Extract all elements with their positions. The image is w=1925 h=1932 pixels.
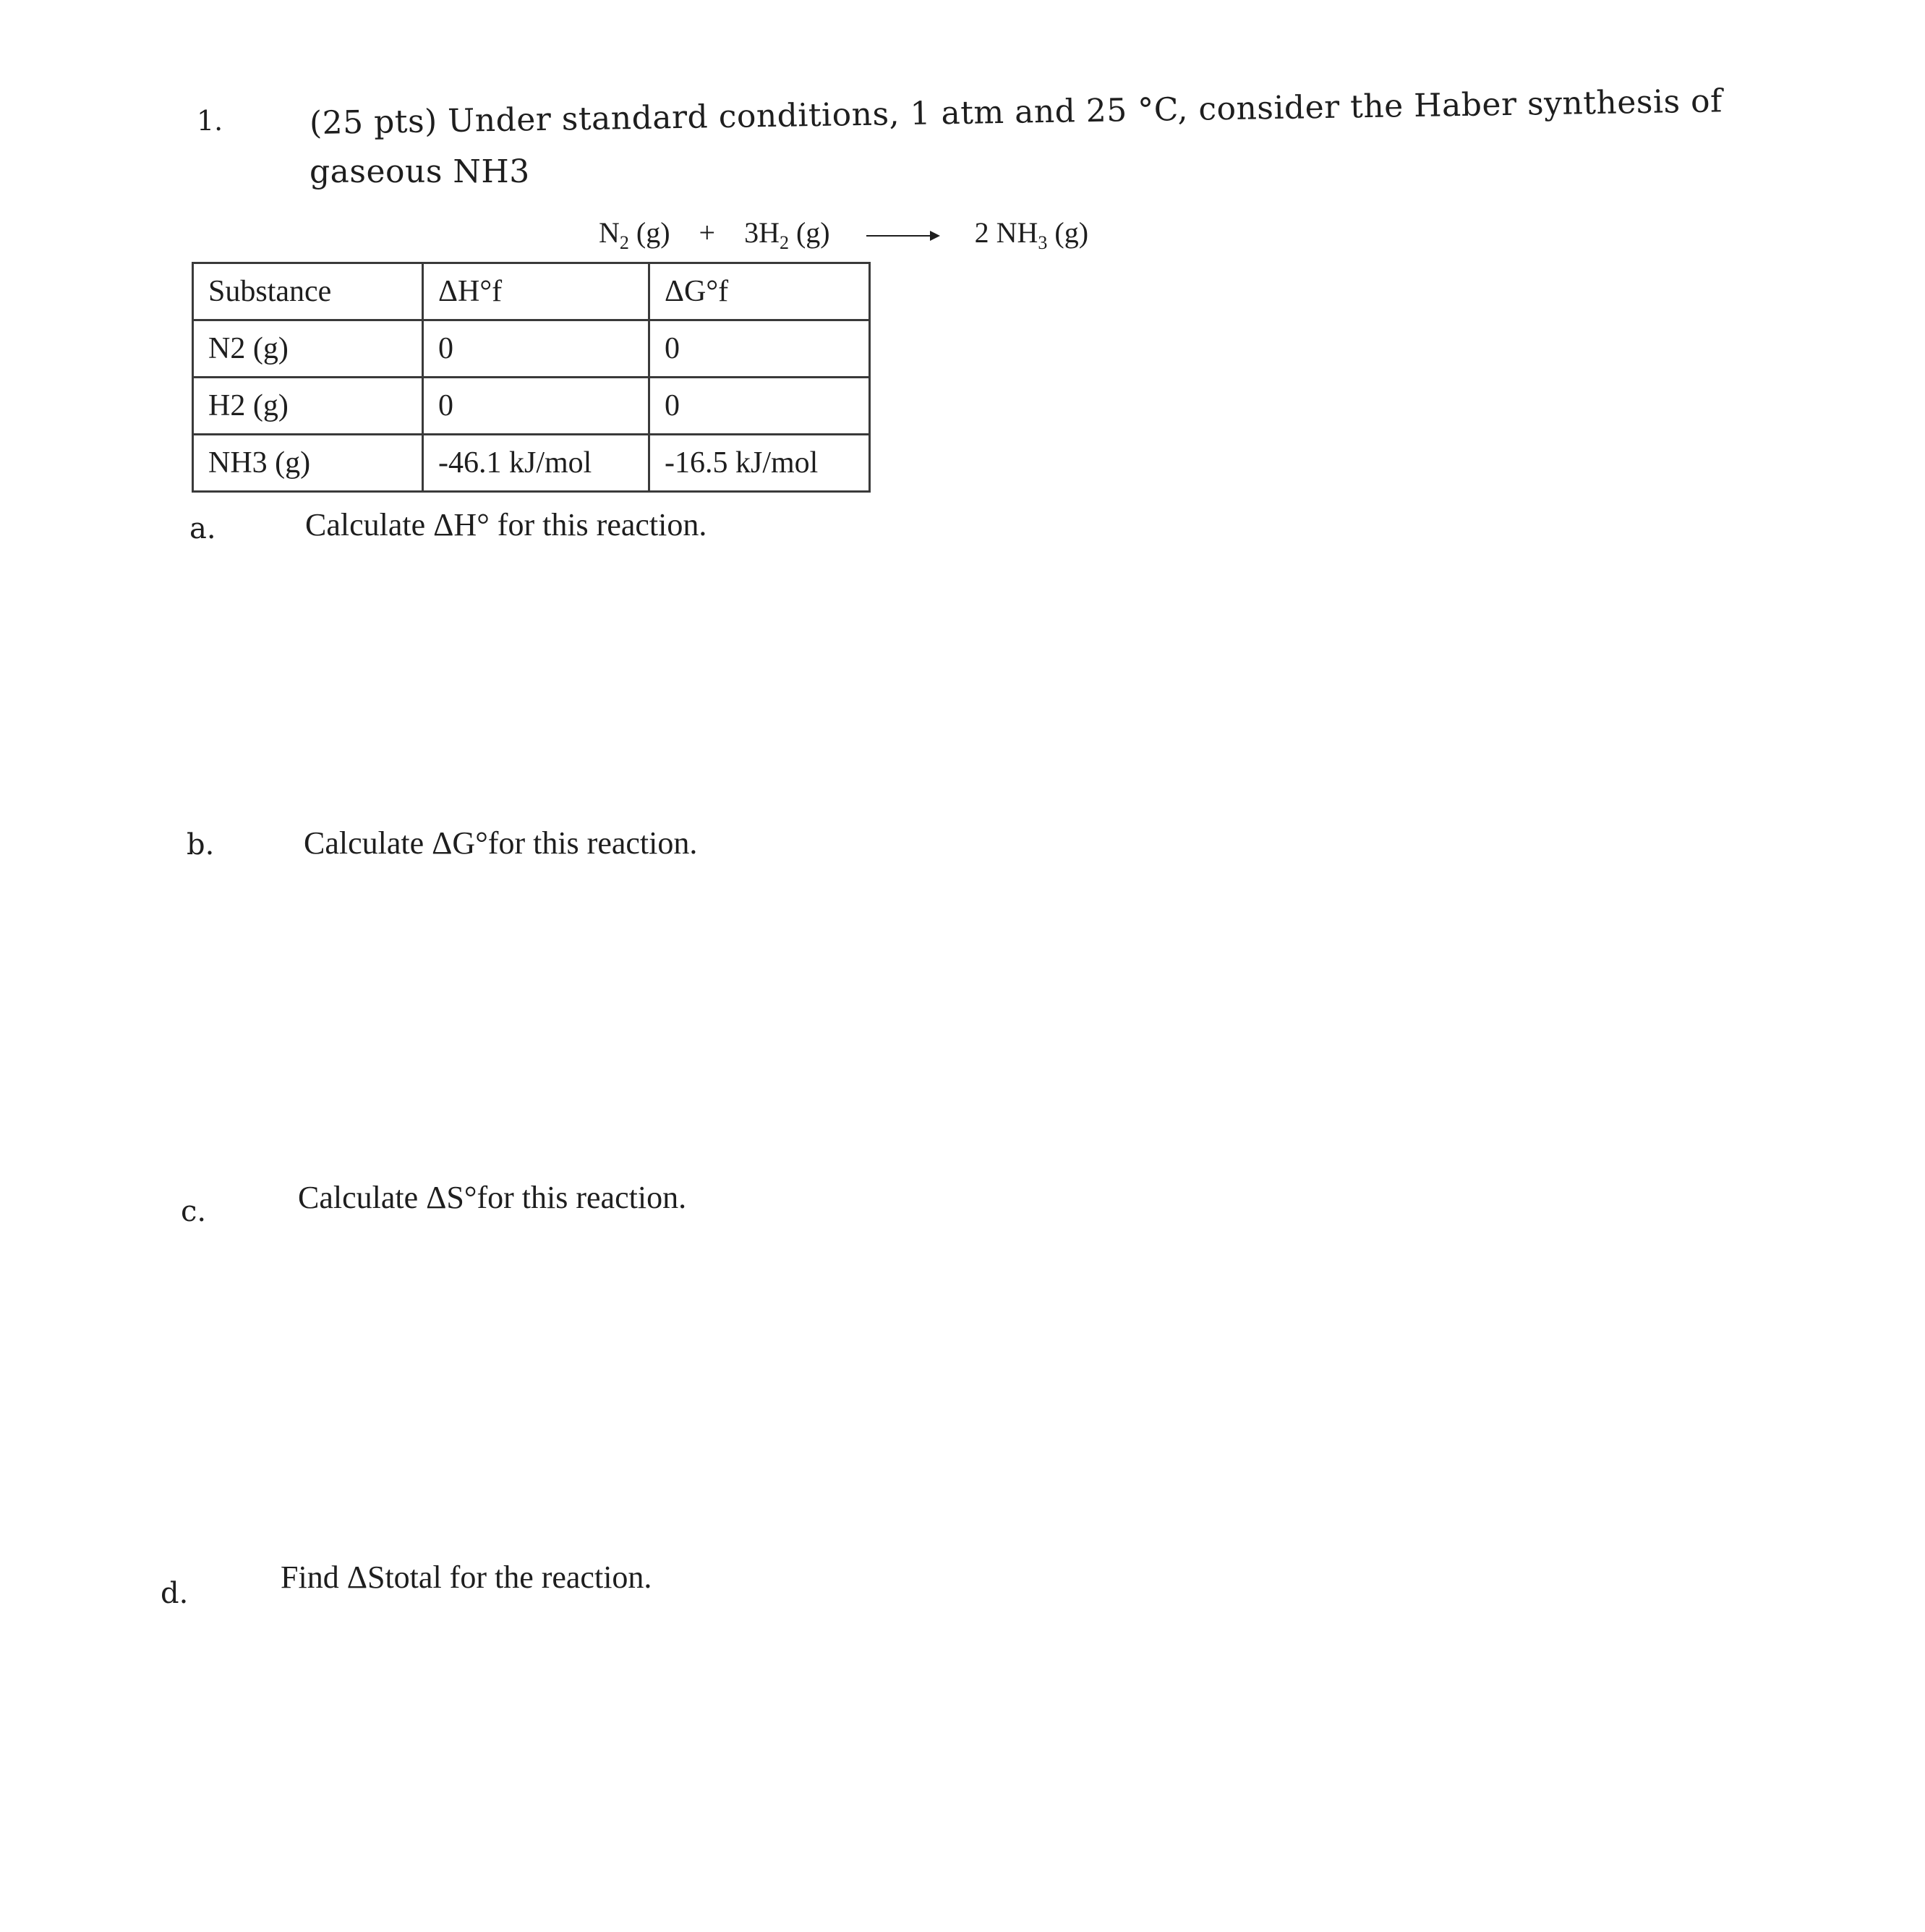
reactant-n2: $N_2$ (g): [599, 216, 670, 253]
question-number: 1.: [197, 105, 223, 137]
cell-delta-g: -16.5 kJ/mol: [649, 435, 870, 492]
part-c-letter: c.: [181, 1195, 207, 1228]
reactant-h2: $3H_2$ (g): [744, 216, 830, 253]
header-substance: Substance: [193, 263, 423, 320]
question-intro-line1: (25 pts) Under standard conditions, 1 atm and 25 °C, consider the Haber synthesis of: [309, 82, 1723, 142]
cell-delta-g: 0: [649, 378, 870, 435]
product-nh3: 2 $NH_3$ (g): [974, 216, 1089, 253]
part-c-text: Calculate ΔS°for this reaction.: [298, 1180, 687, 1215]
cell-substance: NH3 (g): [193, 435, 423, 492]
cell-delta-g: 0: [649, 320, 870, 378]
plus-sign: +: [699, 216, 716, 249]
cell-substance: N2 (g): [193, 320, 423, 378]
cell-delta-h: -46.1 kJ/mol: [423, 435, 649, 492]
table-row: [193, 320, 870, 378]
part-d-letter: d.: [161, 1577, 189, 1610]
header-delta-g: ΔG°f: [649, 263, 870, 320]
header-delta-h: ΔH°f: [423, 263, 649, 320]
cell-delta-h: 0: [423, 378, 649, 435]
cell-substance: H2 (g): [193, 378, 423, 435]
table-row: [193, 378, 870, 435]
thermo-data-table: [192, 262, 871, 493]
part-a-letter: a.: [189, 512, 216, 545]
part-d-text: Find ΔStotal for the reaction.: [281, 1559, 652, 1595]
part-a-text: Calculate ΔH° for this reaction.: [305, 507, 707, 542]
reaction-arrow-icon: [866, 235, 939, 237]
part-b-letter: b.: [187, 828, 215, 861]
cell-delta-h: 0: [423, 320, 649, 378]
reaction-equation: [599, 216, 1088, 254]
question-intro-line2: gaseous NH3: [310, 153, 530, 190]
part-b-text: Calculate ΔG°for this reaction.: [304, 825, 698, 861]
table-row: [193, 435, 870, 492]
table-header-row: [193, 263, 870, 320]
